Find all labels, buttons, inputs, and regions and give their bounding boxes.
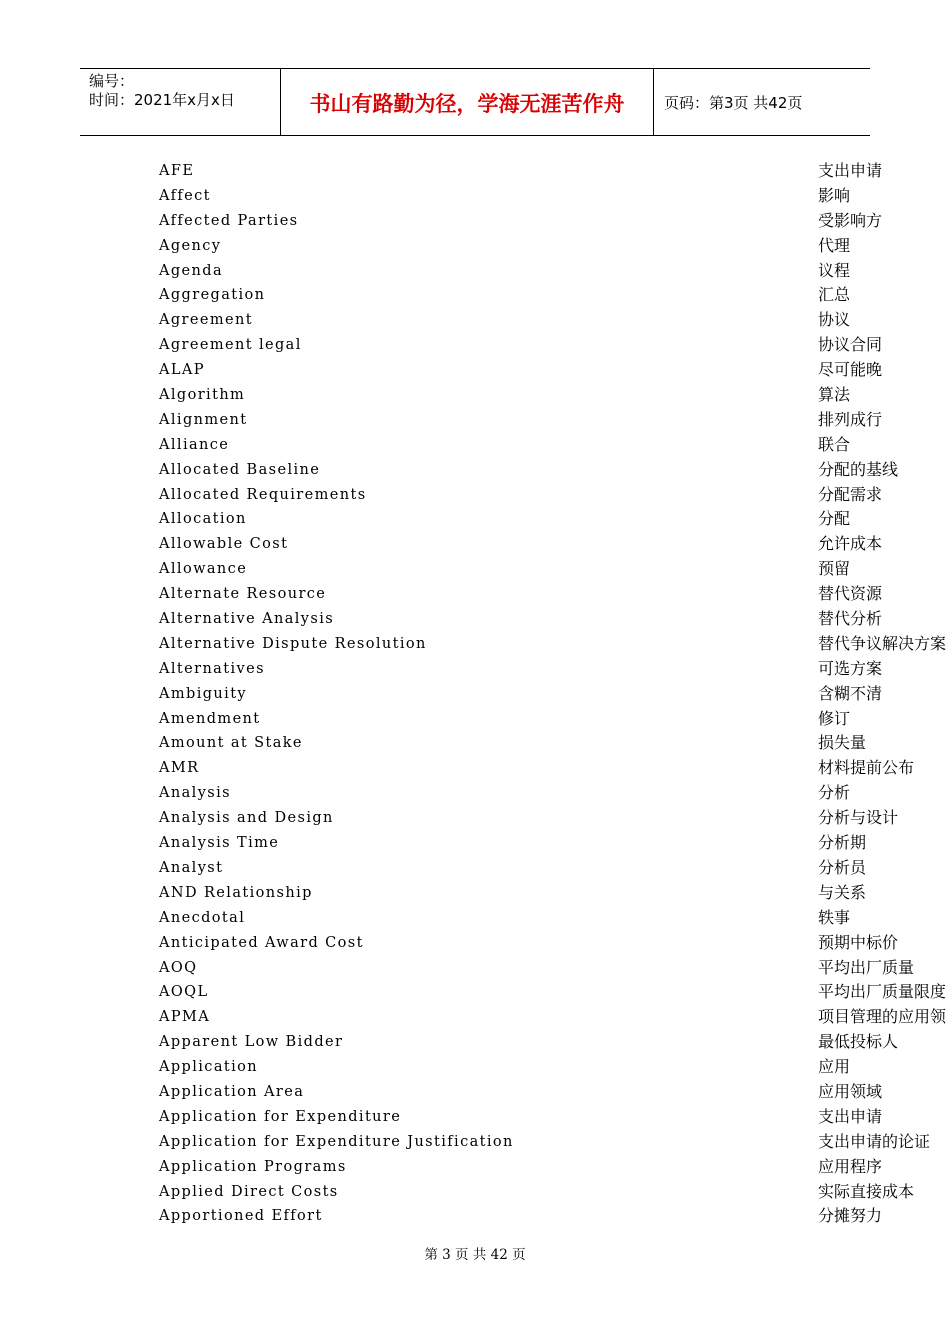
glossary-entry	[0, 333, 950, 358]
glossary-translation: 汇总	[818, 285, 851, 305]
glossary-translation: 影响	[818, 185, 851, 205]
glossary-entry	[0, 731, 950, 756]
header-motto: 书山有路勤为径，学海无涯苦作舟	[309, 92, 625, 116]
glossary-entry	[0, 756, 950, 781]
glossary-entry	[0, 881, 950, 906]
header-info-cell	[80, 69, 281, 135]
glossary-entry	[0, 1080, 950, 1105]
glossary-term: Affected Parties	[159, 212, 299, 229]
glossary-entry	[0, 483, 950, 508]
glossary-term: Amount at Stake	[159, 735, 303, 752]
glossary-translation: 轶事	[818, 907, 851, 927]
glossary-entry	[0, 980, 950, 1005]
glossary-entry	[0, 781, 950, 806]
glossary-translation: 协议合同	[818, 335, 883, 355]
glossary-term: Apparent Low Bidder	[159, 1034, 344, 1051]
glossary-entry	[0, 632, 950, 657]
glossary-translation: 平均出厂质量	[818, 957, 915, 977]
glossary-term: Algorithm	[159, 387, 246, 404]
glossary-entry	[0, 806, 950, 831]
glossary-translation: 支出申请的论证	[818, 1131, 931, 1151]
glossary-translation: 与关系	[818, 882, 867, 902]
glossary-list	[0, 159, 950, 1229]
glossary-term: Amendment	[159, 710, 261, 727]
glossary-translation: 联合	[818, 434, 851, 454]
page-header	[80, 68, 870, 136]
glossary-entry	[0, 184, 950, 209]
glossary-translation: 最低投标人	[818, 1032, 899, 1052]
glossary-entry	[0, 557, 950, 582]
glossary-translation: 议程	[818, 260, 851, 280]
glossary-term: Anticipated Award Cost	[159, 934, 364, 951]
glossary-term: Analysis Time	[159, 835, 280, 852]
glossary-translation: 预期中标价	[818, 932, 899, 952]
glossary-translation: 应用领域	[818, 1081, 883, 1101]
glossary-term: Alternative Dispute Resolution	[159, 635, 427, 652]
glossary-term: Alliance	[159, 436, 230, 453]
glossary-entry	[0, 209, 950, 234]
glossary-translation: 允许成本	[818, 534, 883, 554]
glossary-term: Applied Direct Costs	[159, 1183, 339, 1200]
glossary-translation: 分析	[818, 783, 851, 803]
glossary-entry	[0, 532, 950, 557]
glossary-entry	[0, 1204, 950, 1229]
glossary-term: Alternate Resource	[159, 586, 327, 603]
glossary-term: Apportioned Effort	[159, 1208, 323, 1225]
glossary-entry	[0, 283, 950, 308]
glossary-term: Allowable Cost	[159, 536, 289, 553]
glossary-term: Allocated Requirements	[159, 486, 367, 503]
glossary-translation: 损失量	[818, 733, 867, 753]
glossary-term: Analysis	[159, 785, 232, 802]
glossary-entry	[0, 1180, 950, 1205]
glossary-term: Ambiguity	[159, 685, 248, 702]
glossary-entry	[0, 831, 950, 856]
glossary-term: Anecdotal	[159, 909, 246, 926]
header-page-number: 页码：第3页 共42页	[664, 94, 803, 112]
glossary-entry	[0, 582, 950, 607]
glossary-term: Agenda	[159, 262, 223, 279]
page-footer: 第 3 页 共 42 页	[424, 1247, 526, 1263]
glossary-translation: 平均出厂质量限度	[818, 982, 947, 1002]
glossary-translation: 材料提前公布	[818, 758, 915, 778]
glossary-term: AOQL	[159, 984, 209, 1001]
glossary-translation: 分摊努力	[818, 1206, 883, 1226]
glossary-translation: 替代分析	[818, 609, 883, 629]
glossary-translation: 含糊不清	[818, 683, 883, 703]
glossary-entry	[0, 657, 950, 682]
glossary-entry	[0, 931, 950, 956]
glossary-term: Allowance	[159, 561, 248, 578]
glossary-entry	[0, 1005, 950, 1030]
glossary-translation: 受影响方	[818, 210, 883, 230]
glossary-entry	[0, 159, 950, 184]
glossary-term: Application for Expenditure Justification	[159, 1133, 514, 1150]
glossary-term: AND Relationship	[159, 884, 313, 901]
glossary-entry	[0, 607, 950, 632]
glossary-translation: 支出申请	[818, 1106, 883, 1126]
glossary-translation: 分析与设计	[818, 808, 899, 828]
glossary-term: Allocated Baseline	[159, 461, 321, 478]
glossary-term: Allocation	[159, 511, 247, 528]
glossary-entry	[0, 408, 950, 433]
glossary-entry	[0, 458, 950, 483]
glossary-translation: 实际直接成本	[818, 1181, 915, 1201]
glossary-translation: 尽可能晚	[818, 360, 883, 380]
glossary-translation: 排列成行	[818, 409, 883, 429]
glossary-term: ALAP	[159, 362, 205, 379]
glossary-entry	[0, 383, 950, 408]
glossary-entry	[0, 259, 950, 284]
glossary-translation: 协议	[818, 310, 851, 330]
glossary-term: AFE	[159, 163, 195, 179]
glossary-term: APMA	[159, 1009, 211, 1026]
document-time-label: 时间：2021年x月x日	[89, 91, 235, 109]
glossary-translation: 分析期	[818, 833, 867, 853]
header-page-cell	[654, 69, 870, 135]
glossary-term: Application Programs	[159, 1158, 347, 1175]
glossary-entry	[0, 358, 950, 383]
glossary-term: Alternatives	[159, 660, 265, 677]
glossary-entry	[0, 682, 950, 707]
glossary-term: Affect	[159, 187, 211, 204]
glossary-translation: 替代争议解决方案	[818, 633, 947, 653]
header-motto-cell	[281, 69, 654, 135]
glossary-entry	[0, 1155, 950, 1180]
glossary-entry	[0, 433, 950, 458]
glossary-term: Alignment	[159, 411, 248, 428]
glossary-term: Agreement legal	[159, 337, 302, 354]
glossary-term: Aggregation	[159, 287, 266, 304]
glossary-term: AOQ	[159, 959, 198, 976]
glossary-translation: 分析员	[818, 857, 867, 877]
glossary-translation: 分配	[818, 509, 851, 529]
glossary-entry	[0, 956, 950, 981]
glossary-entry	[0, 308, 950, 333]
glossary-term: Alternative Analysis	[159, 611, 335, 628]
glossary-translation: 项目管理的应用领	[818, 1007, 947, 1027]
glossary-translation: 修订	[818, 708, 851, 728]
glossary-entry	[0, 507, 950, 532]
glossary-term: Agency	[159, 237, 222, 254]
glossary-entry	[0, 1055, 950, 1080]
glossary-term: AMR	[159, 760, 200, 777]
glossary-translation: 预留	[818, 559, 851, 579]
glossary-translation: 可选方案	[818, 658, 883, 678]
glossary-term: Application	[159, 1059, 259, 1076]
glossary-term: Analyst	[159, 859, 224, 876]
glossary-translation: 支出申请	[818, 161, 883, 180]
glossary-entry	[0, 234, 950, 259]
glossary-entry	[0, 1030, 950, 1055]
document-number-label: 编号：	[89, 72, 135, 90]
glossary-translation: 代理	[818, 235, 851, 255]
glossary-term: Application Area	[159, 1083, 305, 1100]
glossary-entry	[0, 1105, 950, 1130]
glossary-translation: 算法	[818, 385, 851, 405]
glossary-entry	[0, 707, 950, 732]
glossary-entry	[0, 1130, 950, 1155]
glossary-translation: 应用程序	[818, 1156, 883, 1176]
glossary-term: Analysis and Design	[159, 810, 334, 827]
glossary-translation: 应用	[818, 1057, 851, 1077]
glossary-entry	[0, 906, 950, 931]
glossary-entry	[0, 856, 950, 881]
glossary-translation: 分配的基线	[818, 459, 899, 479]
glossary-translation: 替代资源	[818, 584, 883, 604]
glossary-term: Application for Expenditure	[159, 1108, 402, 1125]
glossary-translation: 分配需求	[818, 484, 883, 504]
glossary-term: Agreement	[159, 312, 253, 329]
